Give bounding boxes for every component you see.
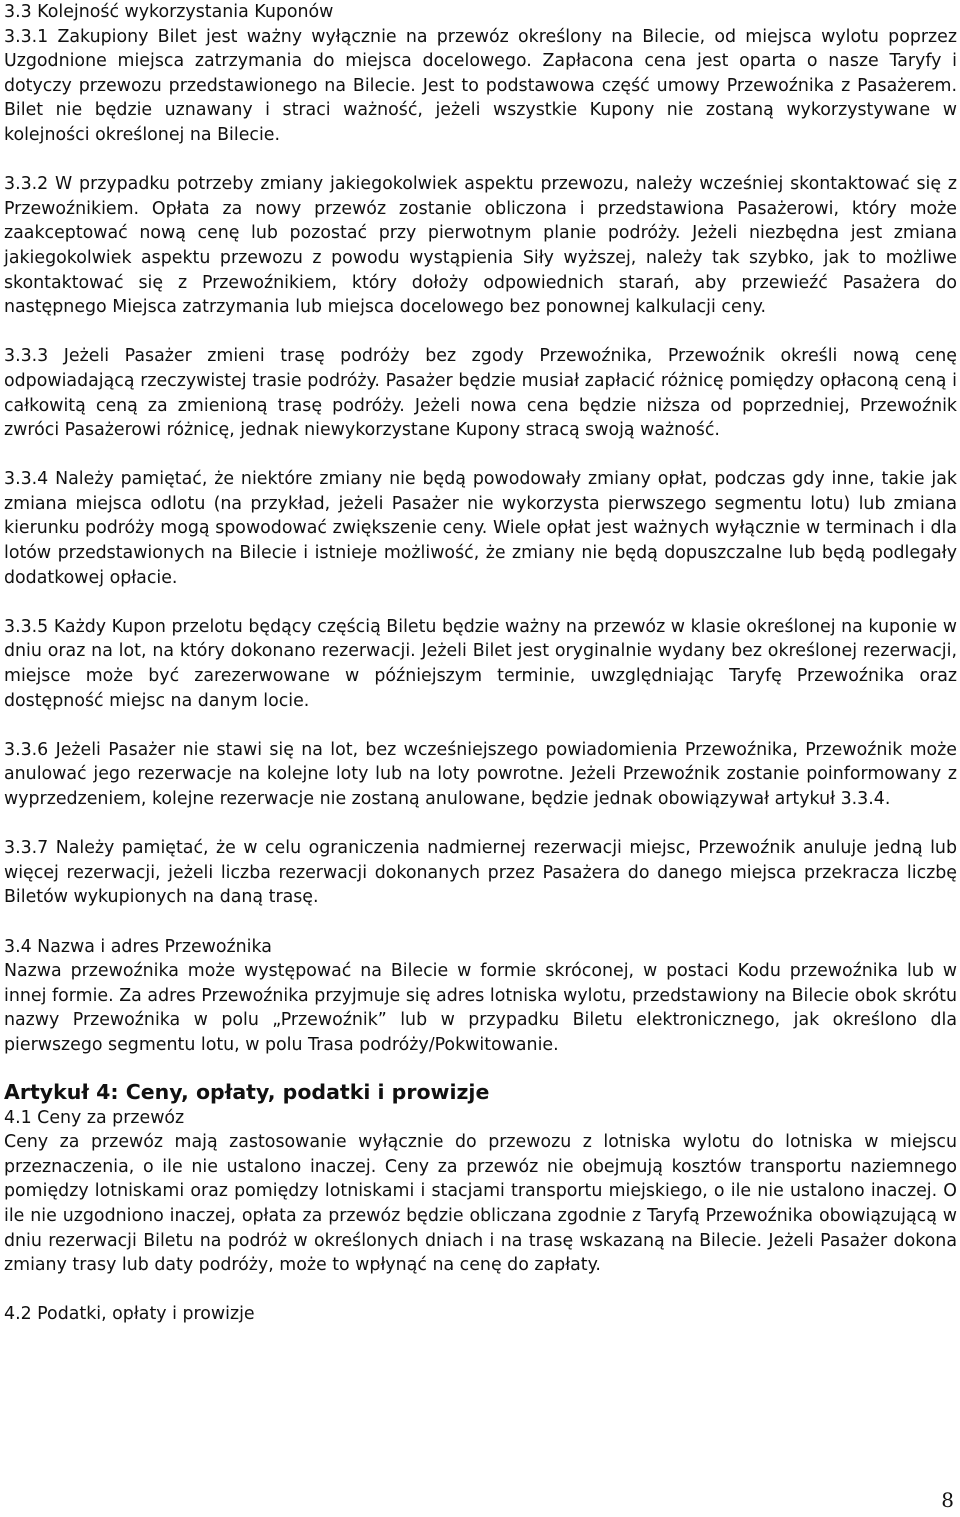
section-heading-4-1: 4.1 Ceny za przewóz	[4, 1107, 185, 1128]
paragraph-3-3-3: 3.3.3 Jeżeli Pasażer zmieni trasę podróży bez zgody Przewoźnika, Przewoźnik określi nową cenę odpowiadającą rzeczywistej trasie podróży. Pasażer będzie musiał zapłacić różnicę pomiędzy opłaconą ceną i całkowitą ceną za zmienioną trasę podróży. Jeżeli nowa cena będzie niższa od poprzedniej, Przewoźnik zwróci Pasażerowi różnicę, jednak niewykorzystane Kupony stracą swoją ważność.	[4, 346, 957, 441]
paragraph-3-3-5: 3.3.5 Każdy Kupon przelotu będący częścią Biletu będzie ważny na przewóz w klasie określonej na kuponie w dniu oraz na lot, na który dokonano rezerwacji. Jeżeli Bilet jest oryginalnie wydany bez określonej rezerwacji, miejsce może być zarezerwowane w późniejszym terminie, uwzględniając Taryfę Przewoźnika oraz dostępność miejsc na danym locie.	[4, 616, 957, 711]
paragraph-4-1: Ceny za przewóz mają zastosowanie wyłącznie do przewozu z lotniska wylotu do lotniska w miejscu przeznaczenia, o ile nie ustalono inaczej. Ceny za przewóz nie obejmują kosztów transportu naziemnego pomiędzy lotniskami oraz pomiędzy lotniskami i stacjami transportu miejskiego, o ile nie ustalono inaczej. O ile nie uzgodniono inaczej, opłata za przewóz będzie obliczana zgodnie z Taryfą Przewoźnika obowiązującą w dniu rezerwacji Biletu na podróż w określonych dniach i na trasę wskazaną na Bilecie. Jeżeli Pasażer dokona zmiany trasy lub daty podróży, może to wpłynąć na cenę do zapłaty.	[4, 1132, 957, 1276]
section-heading-4-2: 4.2 Podatki, opłaty i prowizje	[4, 1304, 255, 1325]
paragraph-3-4: Nazwa przewoźnika może występować na Bilecie w formie skróconej, w postaci Kodu przewoźnika lub w innej formie. Za adres Przewoźnika przyjmuje się adres lotniska wylotu, przedstawiony na Bilecie obok skrótu nazwy Przewoźnika w polu „Przewoźnik” lub w przypadku Biletu elektronicznego, jak określono dla pierwszego segmentu lotu, w polu Trasa podróży/Pokwitowanie.	[4, 961, 957, 1055]
paragraph-3-3-6: 3.3.6 Jeżeli Pasażer nie stawi się na lot, bez wcześniejszego powiadomienia Przewoźnika, Przewoźnik może anulować jego rezerwacje na kolejne loty lub na loty powrotne. Jeżeli Przewoźnik zostanie poinformowany z wyprzedzeniem, kolejne rezerwacje nie zostaną anulowane, będzie jednak obowiązywał artykuł 3.3.4.	[4, 739, 957, 809]
section-heading-3-3: 3.3 Kolejność wykorzystania Kuponów	[4, 2, 334, 22]
document-page	[4, 0, 957, 1327]
section-heading-3-4: 3.4 Nazwa i adres Przewoźnika	[4, 936, 272, 957]
paragraph-3-3-1: 3.3.1 Zakupiony Bilet jest ważny wyłącznie na przewóz określony na Bilecie, od miejsca wylotu poprzez Uzgodnione miejsca zatrzymania do miejsca docelowego. Zapłacona cena jest oparta o nasze Taryfy i dotyczy przewozu przedstawionego na Bilecie. Jest to podstawowa część umowy Przewoźnika z Pasażerem. Bilet nie będzie uznawany i straci ważność, jeżeli wszystkie Kupony nie zostaną wykorzystywane w kolejności określonej na Bilecie.	[4, 26, 957, 145]
paragraph-3-3-2: 3.3.2 W przypadku potrzeby zmiany jakiegokolwiek aspektu przewozu, należy wcześniej skontaktować się z Przewoźnikiem. Opłata za nowy przewóz zostanie obliczona i przedstawiona Pasażerowi, który może zaakceptować nową cenę lub pozostać przy pierwotnym planie podróży. Jeżeli niezbędna jest zmiana jakiegokolwiek aspektu przewozu z powodu wystąpienia Siły wyższej, należy tak szybko, jak to możliwe skontaktować się z Przewoźnikiem, który dołoży odpowiednich starań, aby przewieźć Pasażera do następnego Miejsca zatrzymania lub miejsca docelowego bez ponownej kalkulacji ceny.	[4, 174, 957, 318]
paragraph-3-3-4: 3.3.4 Należy pamiętać, że niektóre zmiany nie będą powodowały zmiany opłat, podczas gdy inne, takie jak zmiana miejsca odlotu (na przykład, jeżeli Pasażer nie wykorzysta pierwszego segmentu lotu) lub zmiana kierunku podróży mogą spowodować zwiększenie ceny. Wiele opłat jest ważnych wyłącznie w terminach i dla lotów przedstawionych na Bilecie i istnieje możliwość, że zmiany nie będą dopuszczalne lub będą podlegały dodatkowej opłacie.	[4, 469, 957, 588]
article-4-title: Artykuł 4: Ceny, opłaty, podatki i prowizje	[4, 1079, 490, 1104]
page-number: 8	[941, 1488, 954, 1512]
paragraph-3-3-7: 3.3.7 Należy pamiętać, że w celu ograniczenia nadmiernej rezerwacji miejsc, Przewoźnik anuluje jedną lub więcej rezerwacji, jeżeli liczba rezerwacji dokonanych przez Pasażera do danego miejsca przekracza liczbę Biletów wykupionych na daną trasę.	[4, 838, 957, 908]
